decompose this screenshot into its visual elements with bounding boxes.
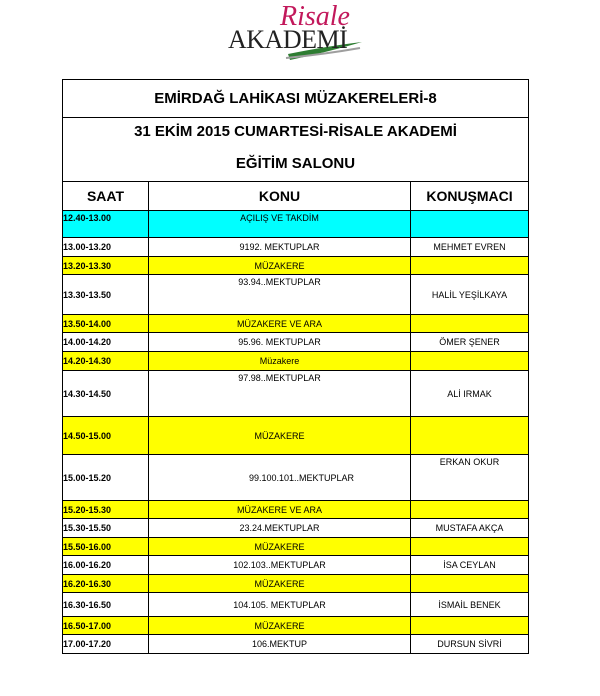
date-row [63, 118, 529, 146]
table-row [63, 315, 529, 333]
topic-cell: 95.96. MEKTUPLAR [149, 333, 411, 352]
time-cell: 14.50-15.00 [63, 417, 149, 455]
speaker-cell: MEHMET EVREN [411, 238, 529, 257]
table-row [63, 538, 529, 556]
time-cell: 13.20-13.30 [63, 257, 149, 275]
table-row [63, 238, 529, 257]
table-row [63, 519, 529, 538]
topic-cell: Müzakere [149, 352, 411, 371]
time-cell: 16.00-16.20 [63, 556, 149, 575]
time-cell: 12.40-13.00 [63, 211, 149, 238]
table-row [63, 417, 529, 455]
speaker-cell [411, 352, 529, 371]
speaker-cell: ÖMER ŞENER [411, 333, 529, 352]
time-cell: 16.30-16.50 [63, 593, 149, 617]
topic-cell: MÜZAKERE [149, 617, 411, 635]
title-row [63, 80, 529, 118]
table-row [63, 333, 529, 352]
time-cell: 13.00-13.20 [63, 238, 149, 257]
time-cell: 13.50-14.00 [63, 315, 149, 333]
topic-cell: 97.98..MEKTUPLAR [149, 371, 411, 417]
speaker-cell [411, 538, 529, 556]
table-row [63, 593, 529, 617]
table-row [63, 575, 529, 593]
column-header-row [63, 182, 529, 211]
topic-cell: AÇILIŞ VE TAKDİM [149, 211, 411, 238]
topic-cell: 106.MEKTUP [149, 635, 411, 654]
table-row [63, 501, 529, 519]
venue-row [63, 146, 529, 182]
venue-line: EĞİTİM SALONU [63, 146, 529, 182]
time-cell: 14.30-14.50 [63, 371, 149, 417]
table-row [63, 371, 529, 417]
speaker-cell [411, 417, 529, 455]
speaker-cell [411, 575, 529, 593]
speaker-cell [411, 501, 529, 519]
topic-cell: MÜZAKERE VE ARA [149, 315, 411, 333]
topic-cell: 104.105. MEKTUPLAR [149, 593, 411, 617]
time-cell: 14.20-14.30 [63, 352, 149, 371]
speaker-cell: HALİL YEŞİLKAYA [411, 275, 529, 315]
table-row [63, 617, 529, 635]
time-cell: 15.50-16.00 [63, 538, 149, 556]
schedule-table [62, 79, 529, 654]
speaker-cell: MUSTAFA AKÇA [411, 519, 529, 538]
speaker-cell [411, 315, 529, 333]
topic-cell: MÜZAKERE [149, 538, 411, 556]
table-row [63, 556, 529, 575]
table-row [63, 635, 529, 654]
topic-cell: 93.94..MEKTUPLAR [149, 275, 411, 315]
topic-cell: MÜZAKERE VE ARA [149, 501, 411, 519]
speaker-cell: İSA CEYLAN [411, 556, 529, 575]
speaker-cell [411, 211, 529, 238]
topic-cell: MÜZAKERE [149, 257, 411, 275]
time-cell: 16.50-17.00 [63, 617, 149, 635]
time-cell: 15.00-15.20 [63, 455, 149, 501]
time-cell: 16.20-16.30 [63, 575, 149, 593]
table-row [63, 352, 529, 371]
column-header-konu: KONU [149, 182, 411, 211]
time-cell: 17.00-17.20 [63, 635, 149, 654]
topic-cell: MÜZAKERE [149, 575, 411, 593]
time-cell: 15.30-15.50 [63, 519, 149, 538]
risale-akademi-logo [228, 2, 363, 64]
topic-cell: 9192. MEKTUPLAR [149, 238, 411, 257]
table-row [63, 257, 529, 275]
topic-cell: MÜZAKERE [149, 417, 411, 455]
date-line: 31 EKİM 2015 CUMARTESİ-RİSALE AKADEMİ [63, 118, 529, 146]
speaker-cell: ERKAN OKUR [411, 455, 529, 501]
logo-top-word: Risale [280, 1, 350, 32]
document-title: EMİRDAĞ LAHİKASI MÜZAKERELERİ-8 [63, 80, 529, 118]
logo-bottom-word: AKADEMİ [228, 25, 348, 54]
speaker-cell [411, 257, 529, 275]
topic-cell: 23.24.MEKTUPLAR [149, 519, 411, 538]
speaker-cell: ALİ IRMAK [411, 371, 529, 417]
time-cell: 14.00-14.20 [63, 333, 149, 352]
time-cell: 13.30-13.50 [63, 275, 149, 315]
topic-cell: 102.103..MEKTUPLAR [149, 556, 411, 575]
time-cell: 15.20-15.30 [63, 501, 149, 519]
table-row [63, 455, 529, 501]
table-row [63, 275, 529, 315]
column-header-saat: SAAT [63, 182, 149, 211]
table-row [63, 211, 529, 238]
speaker-cell: DURSUN SİVRİ [411, 635, 529, 654]
speaker-cell [411, 617, 529, 635]
speaker-cell: İSMAİL BENEK [411, 593, 529, 617]
topic-cell: 99.100.101..MEKTUPLAR [149, 455, 411, 501]
column-header-konusmaci: KONUŞMACI [411, 182, 529, 211]
